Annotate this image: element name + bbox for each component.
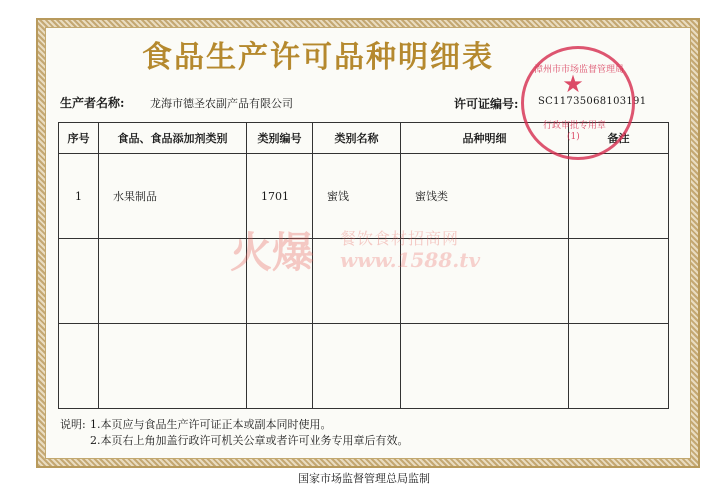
producer-label: 生产者名称:: [60, 96, 125, 110]
watermark-brand: 火爆: [230, 228, 315, 277]
seal-arc-text: 漳州市市场监督管理局: [534, 65, 625, 75]
cell-category: 水果制品: [99, 154, 247, 239]
watermark-site: www.1588.tv: [340, 248, 481, 272]
cell-index: 1: [59, 154, 99, 239]
header-index: 序号: [59, 123, 99, 154]
seal-bottom-text: 行政审批专用章: [543, 121, 607, 131]
license-label: 许可证编号:: [454, 97, 519, 111]
cell-detail: 蜜饯类: [401, 154, 569, 239]
license-number: SC11735068103191: [538, 96, 647, 107]
header-detail: 品种明细: [401, 123, 569, 154]
table-row-empty: [59, 324, 669, 409]
header-name: 类别名称: [313, 123, 401, 154]
header-code: 类别编号: [247, 123, 313, 154]
document-title: 食品生产许可品种明细表: [142, 40, 494, 75]
header-category: 食品、食品添加剂类别: [99, 123, 247, 154]
watermark-slogan: 餐饮食材招商网: [340, 229, 460, 248]
footer-issuer: 国家市场监督管理总局监制: [298, 472, 430, 485]
seal-star-icon: ★: [562, 70, 584, 98]
seal-number: (1): [567, 132, 580, 142]
cell-name: 蜜饯: [313, 154, 401, 239]
cell-remark: [569, 154, 669, 239]
notes-label: 说明:: [60, 418, 86, 431]
producer-name: 龙海市德圣农副产品有限公司: [150, 97, 293, 110]
header-remark: 备注: [569, 123, 669, 154]
note-item: 1.本页应与食品生产许可证正本或副本同时使用。: [90, 418, 332, 431]
cell-code: 1701: [247, 154, 313, 239]
note-item: 2.本页右上角加盖行政许可机关公章或者许可业务专用章后有效。: [90, 434, 409, 447]
